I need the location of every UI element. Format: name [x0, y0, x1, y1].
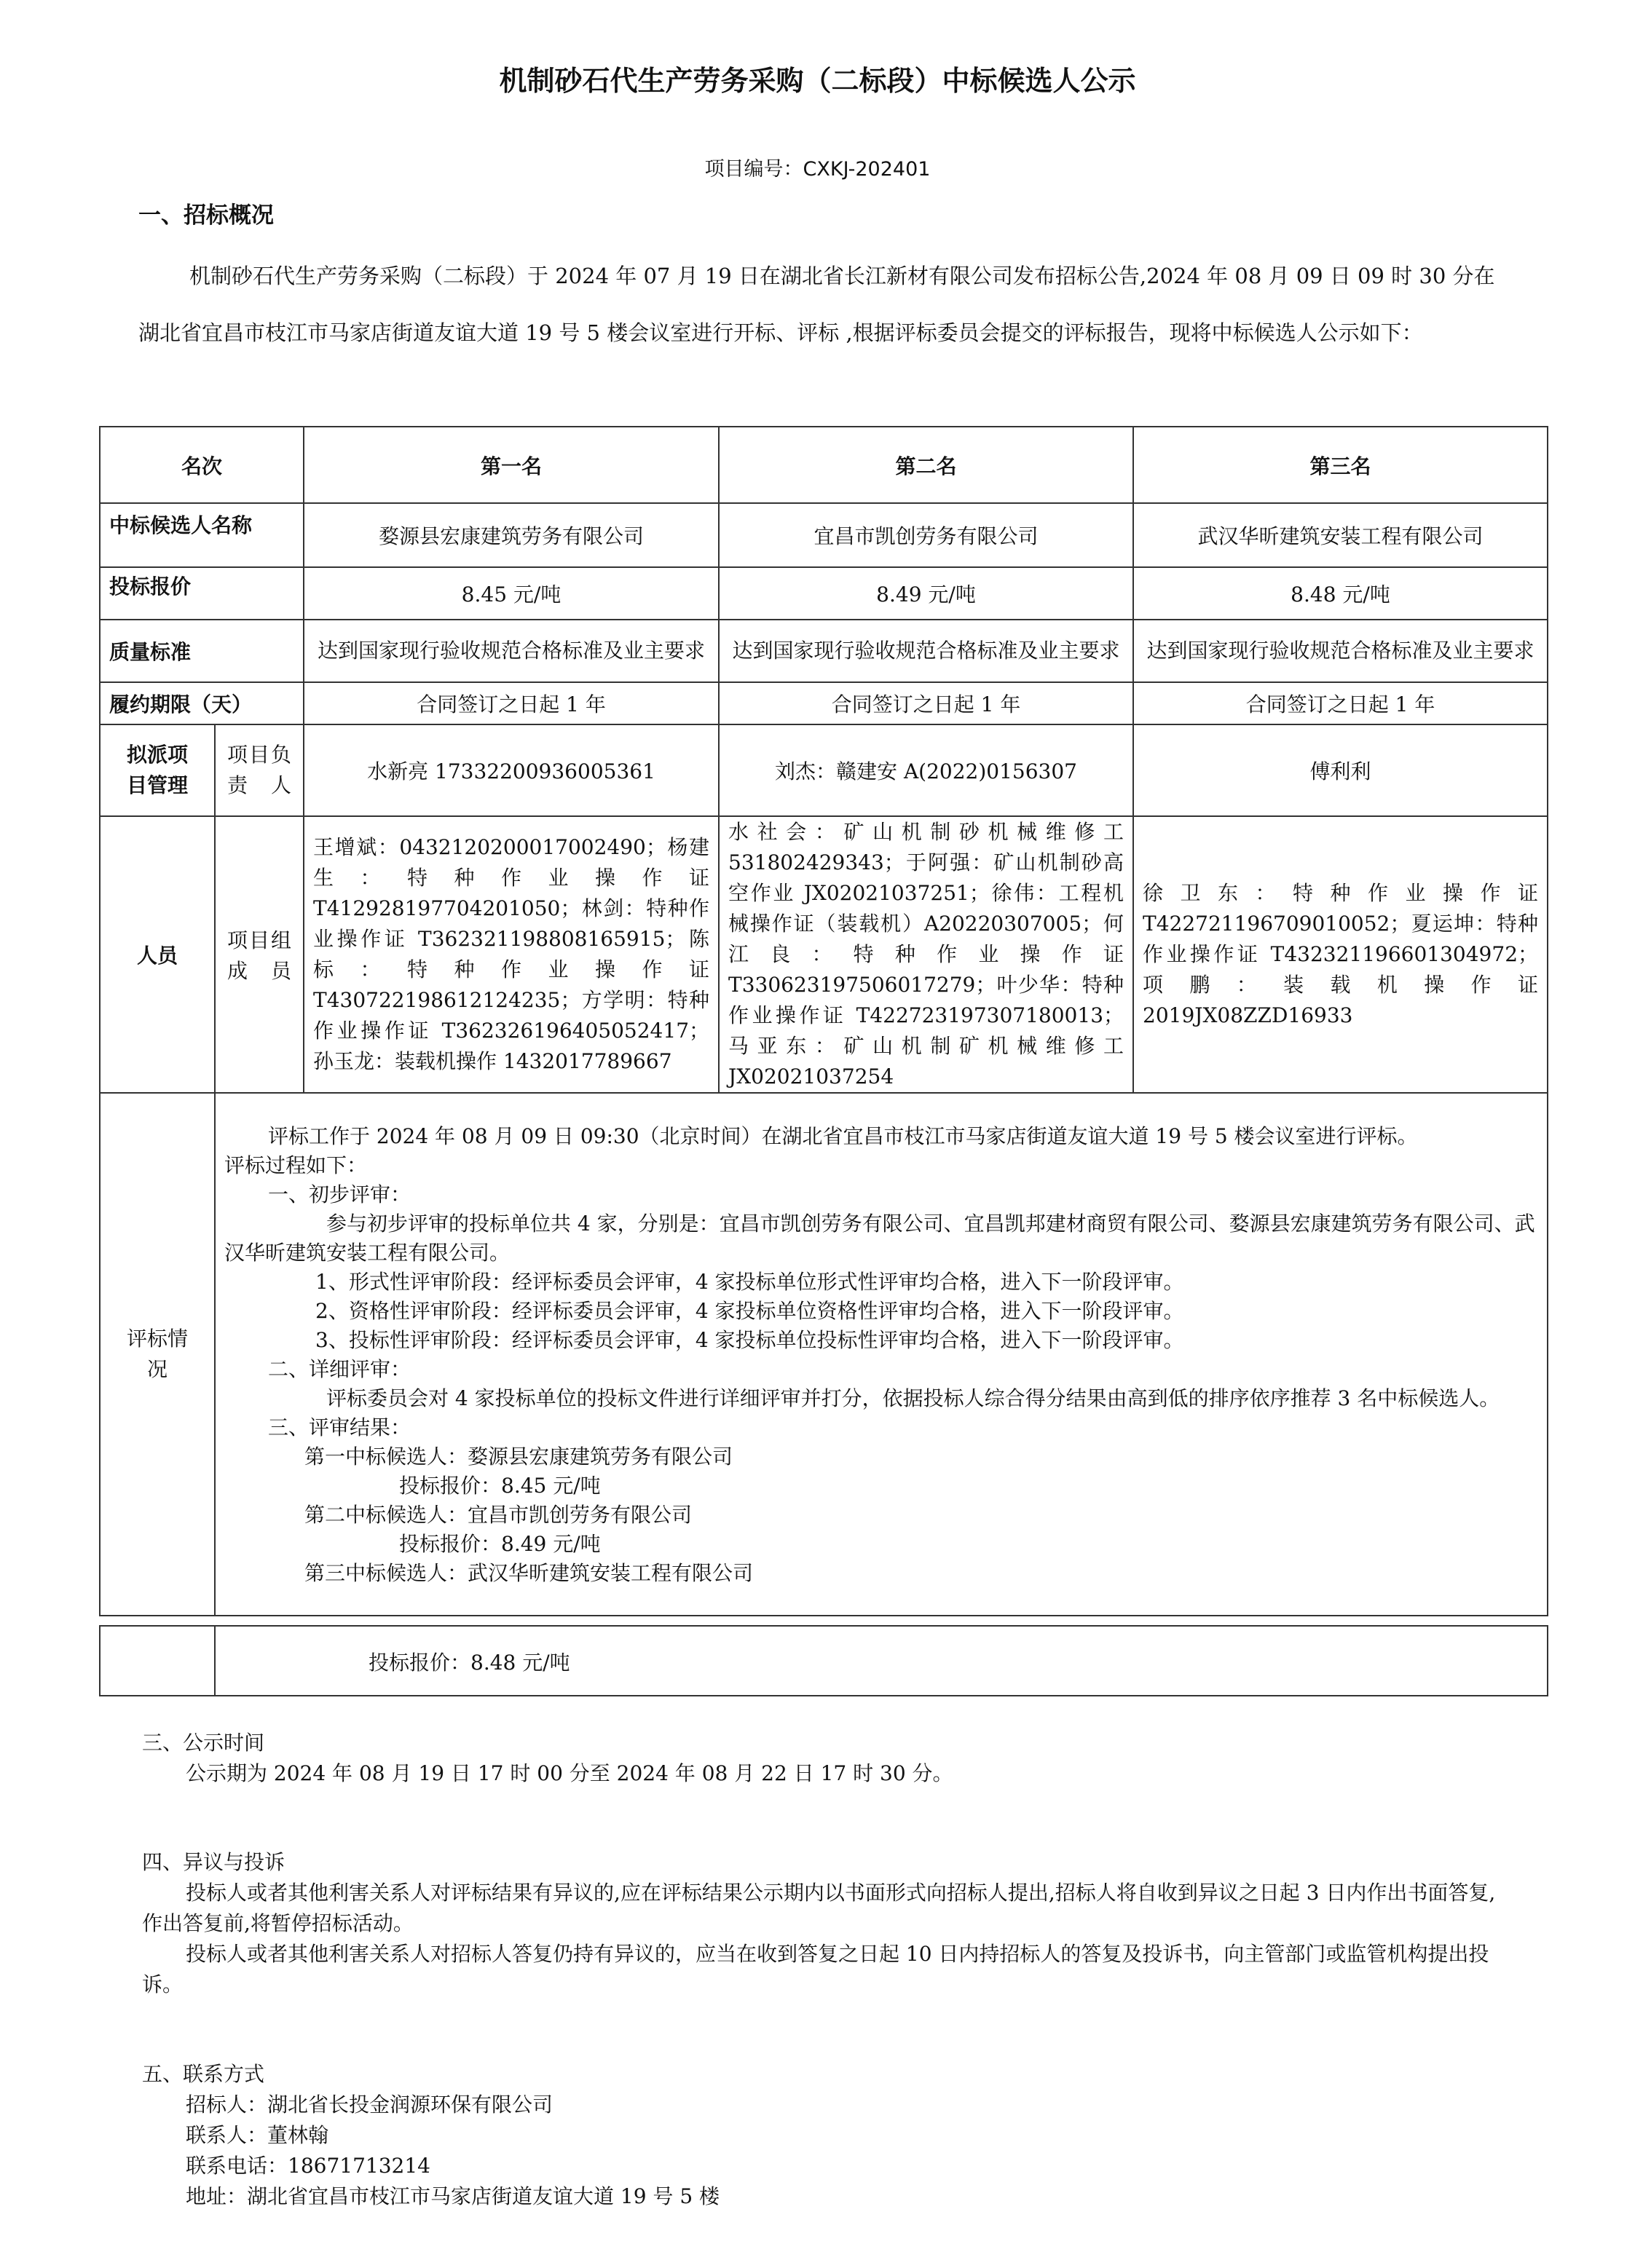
leader-3: 傅利利 — [1133, 724, 1548, 816]
review-line-7: 3、投标性评审阶段：经评标委员会评审，4 家投标单位投标性评审均合格，进入下一阶段评审。 — [315, 1328, 1184, 1352]
period-2: 合同签订之日起 1 年 — [719, 682, 1133, 724]
label-project-members: 项目组成员 — [215, 816, 304, 1093]
review-line-13: 第二中标候选人：宜昌市凯创劳务有限公司 — [304, 1503, 693, 1527]
label-review: 评标情况 — [100, 1093, 215, 1616]
project-number: 项目编号：CXKJ-202401 — [704, 158, 931, 181]
header-first: 第一名 — [304, 427, 719, 503]
bid-price-1: 8.45 元/吨 — [304, 567, 719, 620]
contact-address: 地址：湖北省宜昌市枝江市马家店街道友谊大道 19 号 5 楼 — [186, 2184, 720, 2208]
section-1-heading: 一、招标概况 — [138, 202, 274, 229]
candidate-name-3: 武汉华昕建筑安装工程有限公司 — [1133, 503, 1548, 567]
members-2: 水社会：矿山机制砂机械维修工 531802429343；于阿强：矿山机制砂高空作业 JX02021037251；徐伟：工程机械操作证（装载机）A20220307005；何江良：特种作业操作证 T330623197506017279；叶少华：特种作业操作证 T422723197307180013；马亚东：矿山机制矿机械维修工 JX02021037254 — [719, 816, 1133, 1093]
contact-phone: 联系电话：18671713214 — [186, 2154, 430, 2178]
contact-person: 联系人：董林翰 — [186, 2123, 329, 2147]
table-row-price — [100, 567, 1548, 620]
review-line-12: 投标报价：8.45 元/吨 — [399, 1474, 601, 1498]
table-row-period — [100, 682, 1548, 724]
quality-3: 达到国家现行验收规范合格标准及业主要求 — [1133, 620, 1548, 682]
review-line-6: 2、资格性评审阶段：经评标委员会评审，4 家投标单位资格性评审均合格，进入下一阶段评审。 — [315, 1299, 1184, 1323]
section-3 — [142, 1728, 953, 1789]
label-quality: 质量标准 — [100, 620, 304, 682]
leader-2: 刘杰：赣建安 A(2022)0156307 — [719, 724, 1133, 816]
table-row-members — [100, 816, 1548, 1093]
table-row-leader — [100, 724, 1548, 816]
label-project-management: 拟派项目管理 — [100, 724, 215, 816]
section-5 — [142, 2059, 720, 2212]
leader-1: 水新亮 17332200936005361 — [304, 724, 719, 816]
header-third: 第三名 — [1133, 427, 1548, 503]
candidate-name-2: 宜昌市凯创劳务有限公司 — [719, 503, 1133, 567]
review-line-3: 一、初步评审： — [268, 1182, 411, 1206]
review-line-5: 1、形式性评审阶段：经评标委员会评审，4 家投标单位形式性评审均合格，进入下一阶段评审。 — [315, 1270, 1184, 1294]
review-cont-label-cell — [100, 1626, 215, 1696]
table-row-quality — [100, 620, 1548, 682]
review-line-2: 评标过程如下： — [224, 1153, 368, 1177]
review-line-8: 二、详细评审： — [268, 1357, 411, 1381]
page-title: 机制砂石代生产劳务采购（二标段）中标候选人公示 — [499, 65, 1136, 97]
section-4-p2: 投标人或者其他利害关系人对招标人答复仍持有异议的，应当在收到答复之日起 10 日内持招标人的答复及投诉书，向主管部门或监管机构提出投诉。 — [142, 1942, 1489, 1996]
header-rank: 名次 — [100, 427, 304, 503]
table-row-review-cont — [100, 1626, 1548, 1696]
review-line-10: 三、评审结果： — [268, 1415, 411, 1439]
label-project-leader: 项目负责人 — [215, 724, 304, 816]
section-4-p1: 投标人或者其他利害关系人对评标结果有异议的,应在评标结果公示期内以书面形式向招标人提出,招标人将自收到异议之日起 3 日内作出书面答复,作出答复前,将暂停招标活动。 — [142, 1881, 1496, 1935]
candidates-table-continued — [99, 1625, 1548, 1696]
members-1: 王增斌：0432120200017002490；杨建生：特种作业操作证 T412928197704201050；林剑：特种作业操作证 T362321198808165915；陈标：特种作业操作证 T430722198612124235；方学明：特种作业操作证 T362326196405052417；孙玉龙：装载机操作 1432017789667 — [304, 816, 719, 1093]
section-5-heading: 五、联系方式 — [142, 2062, 265, 2086]
section-3-heading: 三、公示时间 — [142, 1731, 265, 1755]
review-line-9: 评标委员会对 4 家投标单位的投标文件进行详细评审并打分，依据投标人综合得分结果由高到低的排序依序推荐 3 名中标候选人。 — [326, 1386, 1500, 1410]
candidates-table — [99, 426, 1548, 1616]
review-content — [215, 1093, 1548, 1616]
review-cont-price: 投标报价：8.48 元/吨 — [215, 1626, 1548, 1696]
tenderer: 招标人：湖北省长投金润源环保有限公司 — [186, 2093, 553, 2117]
review-line-1: 评标工作于 2024 年 08 月 09 日 09:30（北京时间）在湖北省宜昌市枝江市马家店街道友谊大道 19 号 5 楼会议室进行评标。 — [268, 1124, 1418, 1148]
review-line-4: 参与初步评审的投标单位共 4 家，分别是：宜昌市凯创劳务有限公司、宜昌凯邦建材商贸有限公司、婺源县宏康建筑劳务有限公司、武汉华昕建筑安装工程有限公司。 — [224, 1212, 1535, 1265]
quality-2: 达到国家现行验收规范合格标准及业主要求 — [719, 620, 1133, 682]
table-row-name — [100, 503, 1548, 567]
review-line-15: 第三中标候选人：武汉华昕建筑安装工程有限公司 — [304, 1561, 754, 1585]
label-staff: 人员 — [100, 816, 215, 1093]
review-line-11: 第一中标候选人：婺源县宏康建筑劳务有限公司 — [304, 1445, 733, 1469]
label-period: 履约期限（天） — [100, 682, 304, 724]
header-second: 第二名 — [719, 427, 1133, 503]
table-header-row — [100, 427, 1548, 503]
review-line-14: 投标报价：8.49 元/吨 — [399, 1532, 601, 1556]
period-1: 合同签订之日起 1 年 — [304, 682, 719, 724]
members-3: 徐卫东：特种作业操作证 T422721196709010052；夏运坤：特种作业操作证 T432321196601304972；项鹏：装载机操作证 2019JX08ZZD16933 — [1133, 816, 1548, 1093]
candidate-name-1: 婺源县宏康建筑劳务有限公司 — [304, 503, 719, 567]
bid-price-2: 8.49 元/吨 — [719, 567, 1133, 620]
section-1-intro: 机制砂石代生产劳务采购（二标段）于 2024 年 07 月 19 日在湖北省长江新材有限公司发布招标公告,2024 年 08 月 09 日 09 时 30 分在湖北省宜昌市枝江市马家店街道友谊大道 19 号 5 楼会议室进行开标、评标 ,根据评标委员会提交的评标报告，现将中标候选人公示如下： — [138, 264, 1495, 345]
section-4-heading: 四、异议与投诉 — [142, 1850, 285, 1874]
quality-1: 达到国家现行验收规范合格标准及业主要求 — [304, 620, 719, 682]
section-4 — [142, 1847, 1504, 2000]
label-candidate-name: 中标候选人名称 — [100, 503, 304, 567]
bid-price-3: 8.48 元/吨 — [1133, 567, 1548, 620]
table-row-review — [100, 1093, 1548, 1616]
label-bid-price: 投标报价 — [100, 567, 304, 620]
period-3: 合同签订之日起 1 年 — [1133, 682, 1548, 724]
section-3-text: 公示期为 2024 年 08 月 19 日 17 时 00 分至 2024 年 08 月 22 日 17 时 30 分。 — [186, 1761, 953, 1785]
